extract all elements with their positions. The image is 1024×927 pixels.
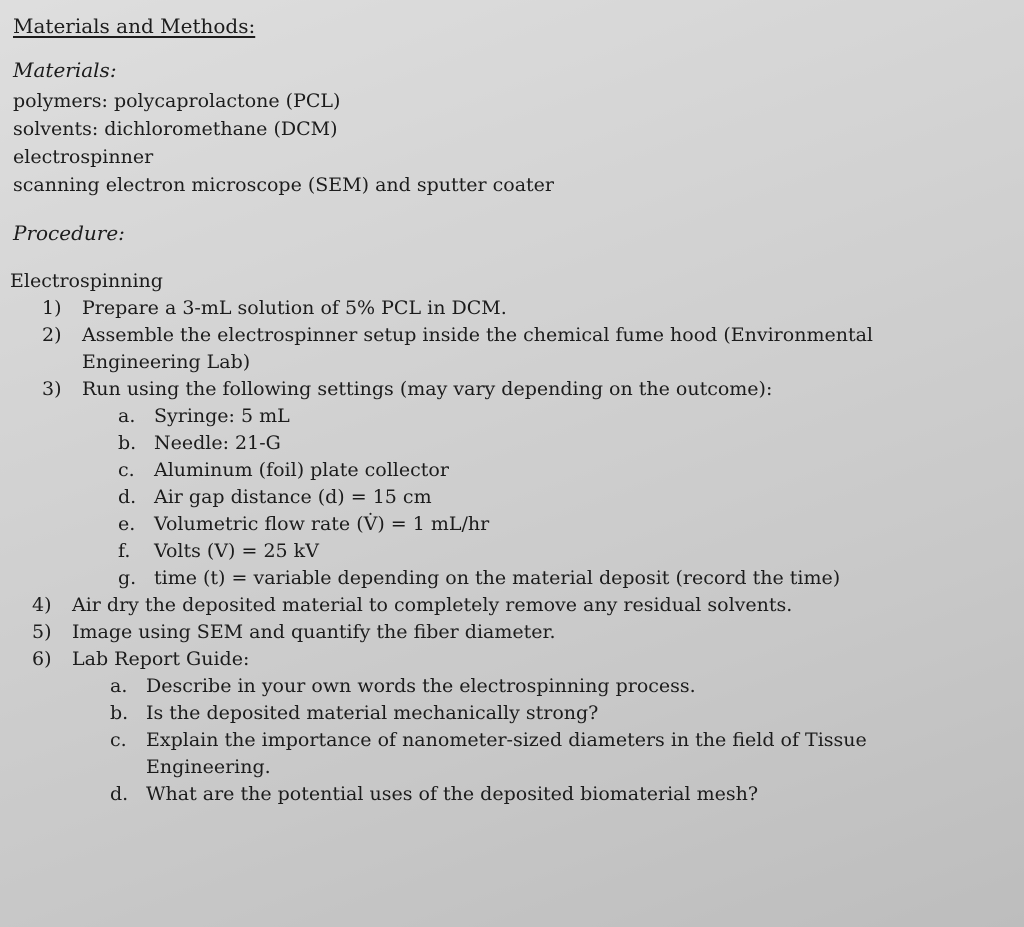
setting-text: Volumetric flow rate (V̇) = 1 mL/hr: [154, 513, 490, 535]
setting-letter: a.: [118, 405, 136, 427]
setting-letter: f.: [118, 540, 131, 562]
procedure-step: [10, 295, 1024, 322]
setting-text: time (t) = variable depending on the material deposit (record the time): [154, 567, 841, 589]
step-text: Run using the following settings (may vary depending on the outcome):: [82, 378, 773, 400]
setting-letter: e.: [118, 513, 136, 535]
step-text: Image using SEM and quantify the fiber diameter.: [72, 621, 556, 643]
setting-item: [10, 403, 1024, 430]
material-item: polymers: polycaprolactone (PCL): [13, 90, 341, 112]
step-text: Air dry the deposited material to completely remove any residual solvents.: [72, 594, 793, 616]
guide-letter: c.: [110, 729, 127, 751]
guide-text: What are the potential uses of the deposited biomaterial mesh?: [146, 783, 759, 805]
setting-letter: c.: [118, 459, 135, 481]
guide-item: [10, 673, 1024, 700]
procedure-step: [10, 592, 1024, 619]
step-number: 6): [32, 648, 52, 670]
materials-section: [10, 58, 1024, 199]
materials-heading: Materials:: [13, 58, 117, 82]
procedure-step: [10, 619, 1024, 646]
step-text: Assemble the electrospinner setup inside the chemical fume hood (Environmental Engineering Lab): [82, 324, 873, 373]
guide-text: Explain the importance of nanometer-sized diameters in the field of Tissue Engineering.: [146, 729, 867, 778]
setting-item: [10, 511, 1024, 538]
step-number: 5): [32, 621, 52, 643]
procedure-heading: Procedure:: [13, 221, 125, 245]
material-item: scanning electron microscope (SEM) and sputter coater: [13, 174, 555, 196]
procedure-step: [10, 322, 1024, 376]
material-item: electrospinner: [13, 146, 154, 168]
setting-text: Needle: 21-G: [154, 432, 281, 454]
guide-item: [10, 700, 1024, 727]
step-number: 2): [42, 324, 62, 346]
material-item: solvents: dichloromethane (DCM): [13, 118, 338, 140]
procedure-step: [10, 376, 1024, 403]
step-number: 1): [42, 297, 62, 319]
setting-letter: d.: [118, 486, 137, 508]
setting-item: [10, 565, 1024, 592]
guide-letter: d.: [110, 783, 129, 805]
guide-text: Describe in your own words the electrospinning process.: [146, 675, 696, 697]
procedure-steps-continued: [10, 592, 1024, 673]
setting-letter: b.: [118, 432, 137, 454]
setting-item: [10, 538, 1024, 565]
step-number: 4): [32, 594, 52, 616]
settings-list: [10, 403, 1024, 592]
step-number: 3): [42, 378, 62, 400]
guide-item: [10, 727, 1024, 781]
step-text: Prepare a 3-mL solution of 5% PCL in DCM.: [82, 297, 507, 319]
setting-item: [10, 484, 1024, 511]
guide-letter: a.: [110, 675, 128, 697]
step-text: Lab Report Guide:: [72, 648, 250, 670]
setting-text: Syringe: 5 mL: [154, 405, 290, 427]
guide-letter: b.: [110, 702, 129, 724]
setting-item: [10, 457, 1024, 484]
section-label: Electrospinning: [10, 270, 163, 292]
guide-text: Is the deposited material mechanically strong?: [146, 702, 599, 724]
page-title: Materials and Methods:: [13, 14, 256, 38]
procedure-steps: [10, 295, 1024, 403]
setting-text: Aluminum (foil) plate collector: [154, 459, 449, 481]
setting-letter: g.: [118, 567, 137, 589]
setting-text: Volts (V) = 25 kV: [154, 540, 319, 562]
setting-text: Air gap distance (d) = 15 cm: [154, 486, 432, 508]
setting-item: [10, 430, 1024, 457]
guide-item: [10, 781, 1024, 808]
report-guide-list: [10, 673, 1024, 808]
procedure-step: [10, 646, 1024, 673]
